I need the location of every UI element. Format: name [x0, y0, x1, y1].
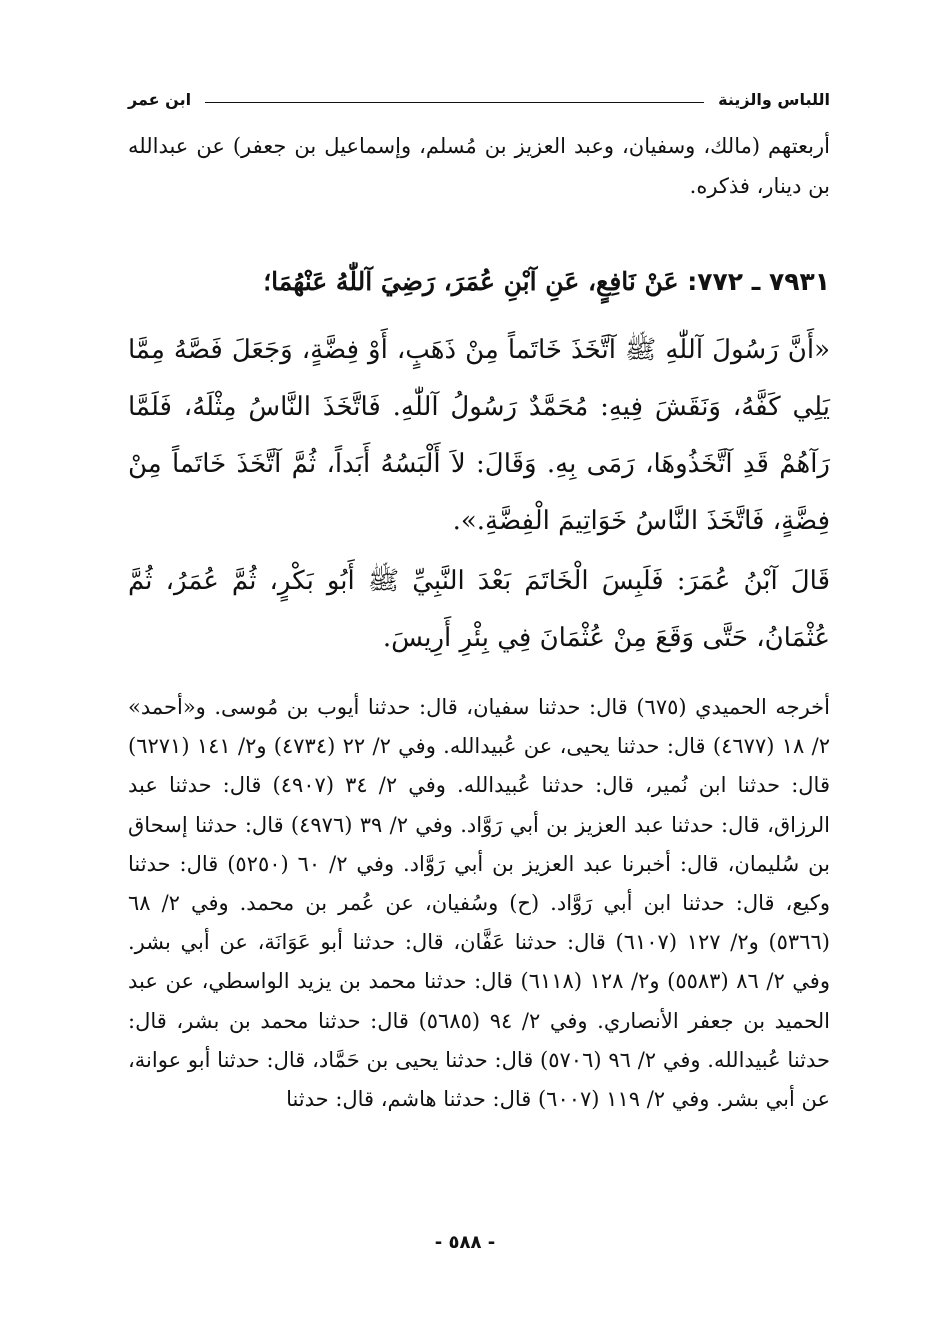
header-rule: [205, 102, 704, 103]
takhrij-paragraph: أخرجه الحميدي (٦٧٥) قال: حدثنا سفيان، قال: حدثنا أيوب بن مُوسى. و«أحمد» ٢/ ١٨ (٤٦٧٧) قال: حدثنا يحيى، عن عُبيدالله. وفي ٢/ ٢٢ (٤٧٣٤) و٢/ ١٤١ (٦٢٧١) قال: حدثنا ابن نُمير، قال: حدثنا عُبيدالله. وفي ٢/ ٣٤ (٤٩٠٧) قال: حدثنا عبد الرزاق، قال: حدثنا عبد العزيز بن أبي رَوَّاد. وفي ٢/ ٣٩ (٤٩٧٦) قال: حدثنا إسحاق بن سُليمان، قال: أخبرنا عبد العزيز بن أبي رَوَّاد. وفي ٢/ ٦٠ (٥٢٥٠) قال: حدثنا وكيع، قال: حدثنا ابن أبي رَوَّاد. (ح) وسُفيان، عن عُمر بن محمد. وفي ٢/ ٦٨ (٥٣٦٦) و٢/ ١٢٧ (٦١٠٧) قال: حدثنا عَفَّان، قال: حدثنا أبو عَوَانَة، عن أبي بشر. وفي ٢/ ٨٦ (٥٥٨٣) و٢/ ١٢٨ (٦١١٨) قال: حدثنا محمد بن يزيد الواسطي، عن عبد الحميد بن جعفر الأنصاري. وفي ٢/ ٩٤ (٥٦٨٥) قال: حدثنا محمد بن بشر، قال: حدثنا عُبيدالله. وفي ٢/ ٩٦ (٥٧٠٦) قال: حدثنا يحيى بن حَمَّاد، قال: حدثنا أبو عوانة، عن أبي بشر. وفي ٢/ ١١٩ (٦٠٠٧) قال: حدثنا هاشم، قال: حدثنا: [128, 695, 831, 1112]
page-number: - ٥٨٨ -: [434, 1232, 496, 1253]
section-title: اللباس والزينة: [718, 89, 830, 109]
hadith-quote: قَالَ آبْنُ عُمَرَ: فَلَبِسَ الْخَاتَمَ بَعْدَ النَّبِيِّ ﷺ أَبُو بَكْرٍ، ثُمَّ عُمَرُ، ثُمَّ عُثْمَانُ، حَتَّى وَقَعَ مِنْ عُثْمَانَ فِي بِئْرِ أَرِيسَ.: [128, 566, 830, 653]
hadith-number: ٧٩٣١ ـ ٧٧٢:: [687, 267, 830, 296]
hadith-text: «أَنَّ رَسُولَ آللّٰهِ ﷺ آتَّخَذَ خَاتَماً مِنْ ذَهَبٍ، أَوْ فِضَّةٍ، وَجَعَلَ فَصَّهُ مِمَّا يَلِي كَفَّهُ، وَنَقَشَ فِيهِ: مُحَمَّدٌ رَسُولُ آللّٰهِ. فَاتَّخَذَ النَّاسُ مِثْلَهُ، فَلَمَّا رَآهُمْ قَدِ آتَّخَذُوهَا، رَمَى بِهِ. وَقَالَ: لاَ أَلْبَسُهُ أَبَداً، ثُمَّ آتَّخَذَ خَاتَماً مِنْ فِضَّةٍ، فَاتَّخَذَ النَّاسُ خَوَاتِيمَ الْفِضَّةِ.».: [128, 335, 830, 536]
hadith-heading: [128, 262, 830, 302]
intro-paragraph: أربعتهم (مالك، وسفيان، وعبد العزيز بن مُسلم، وإسماعيل بن جعفر) عن عبدالله بن دينار، فذكره.: [128, 134, 830, 198]
running-header: [128, 84, 830, 114]
hadith-chain: عَنْ نَافِعٍ، عَنِ آبْنِ عُمَرَ، رَضِيَ آللّٰهُ عَنْهُمَا؛: [263, 267, 679, 296]
narrator-title: ابن عمر: [128, 89, 192, 109]
